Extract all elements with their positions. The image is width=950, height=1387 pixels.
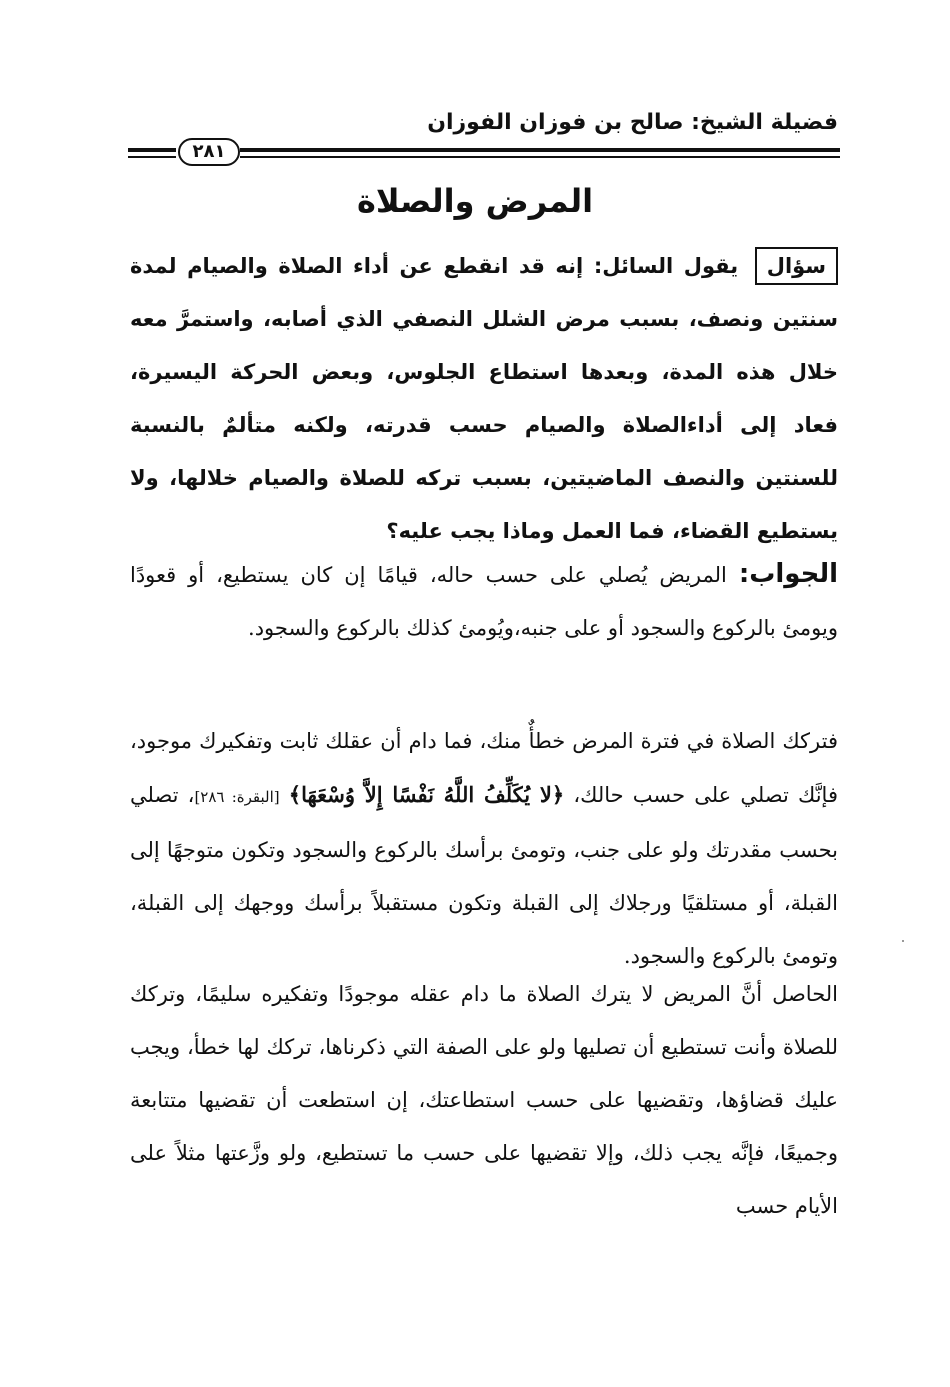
answer-paragraph-2 [130,715,838,983]
answer-paragraph-1-text: المريض يُصلي على حسب حاله، قيامًا إن كان يستطيع، أو قعودًا ويومئ بالركوع والسجود أو على جنبه،ويُومئ كذلك بالركوع والسجود. [130,563,838,640]
scan-speck [902,940,904,942]
header-rule-thick [240,148,840,152]
answer-paragraph-1 [130,548,838,655]
answer-paragraph-2-end: ، تصلي بحسب مقدرتك ولو على جنب، وتومئ برأسك بالركوع والسجود وتكون متوجهًا إلى القبلة، أو مستلقيًا ورجلاك إلى القبلة وتكون مستقبلاً برأسك ووجهك إلى القبلة، وتومئ بالركوع والسجود. [130,783,838,968]
header-rule-thin [240,156,840,158]
section-title: المرض والصلاة [356,182,594,220]
page-number: ٢٨١ [178,138,240,166]
verse-reference: [البقرة: ٢٨٦] [194,788,280,806]
quran-verse: ﴿لا يُكَلِّفُ اللَّهُ نَفْسًا إِلاَّ وُسْعَهَا﴾ [288,782,565,807]
question-block [130,240,838,558]
question-text: يقول السائل: إنه قد انقطع عن أداء الصلاة والصيام لمدة سنتين ونصف، بسبب مرض الشلل النصفي الذي أصابه، واستمرَّ معه خلال هذه المدة، وبعدها استطاع الجلوس، وبعض الحركة اليسيرة، فعاد إلى أداءالصلاة والصيام حسب قدرته، ولكنه متألمٌ بالنسبة للسنتين والنصف الماضيتين، بسبب تركه للصلاة والصيام خلالها، ولا يستطيع القضاء، فما العمل وماذا يجب عليه؟ [130,254,838,543]
answer-paragraph-2-start: فتركك الصلاة في فترة المرض خطأٌ منك، فما دام أن عقلك ثابت وتفكيرك موجود، فإنَّك تصلي على حسب حالك، [130,729,838,807]
running-head: فضيلة الشيخ: صالح بن فوزان الفوزان [427,110,838,135]
header-rule-left-thin [128,156,176,158]
header-rule-left-thick [128,148,176,152]
answer-label: الجواب: [738,559,838,589]
question-label: سؤال [755,247,838,285]
answer-paragraph-3: الحاصل أنَّ المريض لا يترك الصلاة ما دام عقله موجودًا وتفكيره سليمًا، وتركك للصلاة وأنت تستطيع أن تصليها ولو على الصفة التي ذكرناها، تركك لها خطأ، ويجب عليك قضاؤها، وتقضيها على حسب استطاعتك، إن استطعت أن تقضيها متتابعة وجميعًا، فإنَّه يجب ذلك، وإلا تقضيها على حسب ما تستطيع، ولو وزَّعتها مثلاً على الأيام حسب [130,982,838,1218]
